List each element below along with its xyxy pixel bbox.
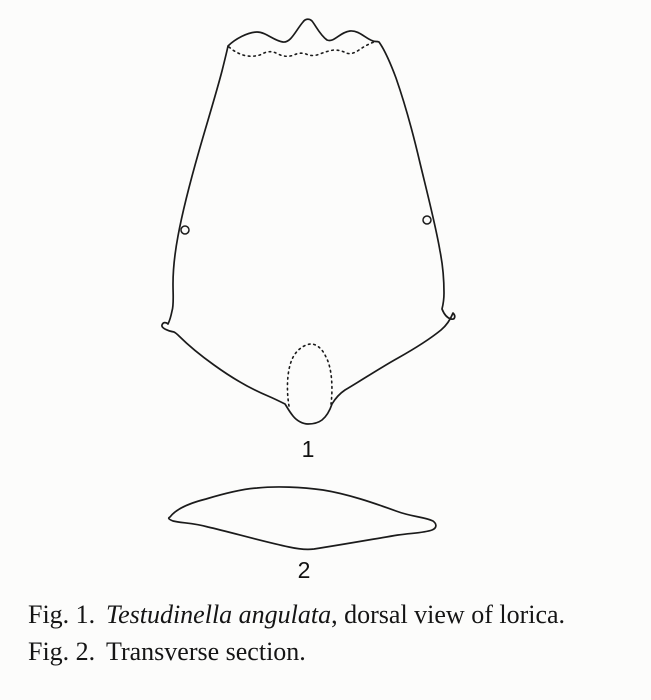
- figure-1-number-label: 1: [301, 436, 315, 462]
- fig1-anterior-dotted-margin: [229, 42, 374, 56]
- fig1-foot-aperture-dotted: [287, 344, 331, 406]
- caption-line-1: [28, 596, 565, 633]
- caption-2-prefix: Fig. 2.: [28, 637, 96, 666]
- caption-1-prefix: Fig. 1.: [28, 600, 96, 629]
- caption-1-text: , dorsal view of lorica.: [331, 600, 566, 629]
- fig1-lorica-outline: [162, 19, 455, 424]
- caption-line-2: [28, 633, 565, 670]
- fig1-lateral-antenna-right: [423, 216, 431, 224]
- caption-2-text: Transverse section.: [106, 637, 306, 666]
- caption-1-species-name: Testudinella angulata: [106, 600, 332, 629]
- figure-captions: [28, 596, 565, 670]
- figure-2-number-label: 2: [297, 557, 311, 583]
- fig1-lateral-antenna-left: [181, 226, 189, 234]
- fig2-transverse-section-outline: [169, 487, 436, 549]
